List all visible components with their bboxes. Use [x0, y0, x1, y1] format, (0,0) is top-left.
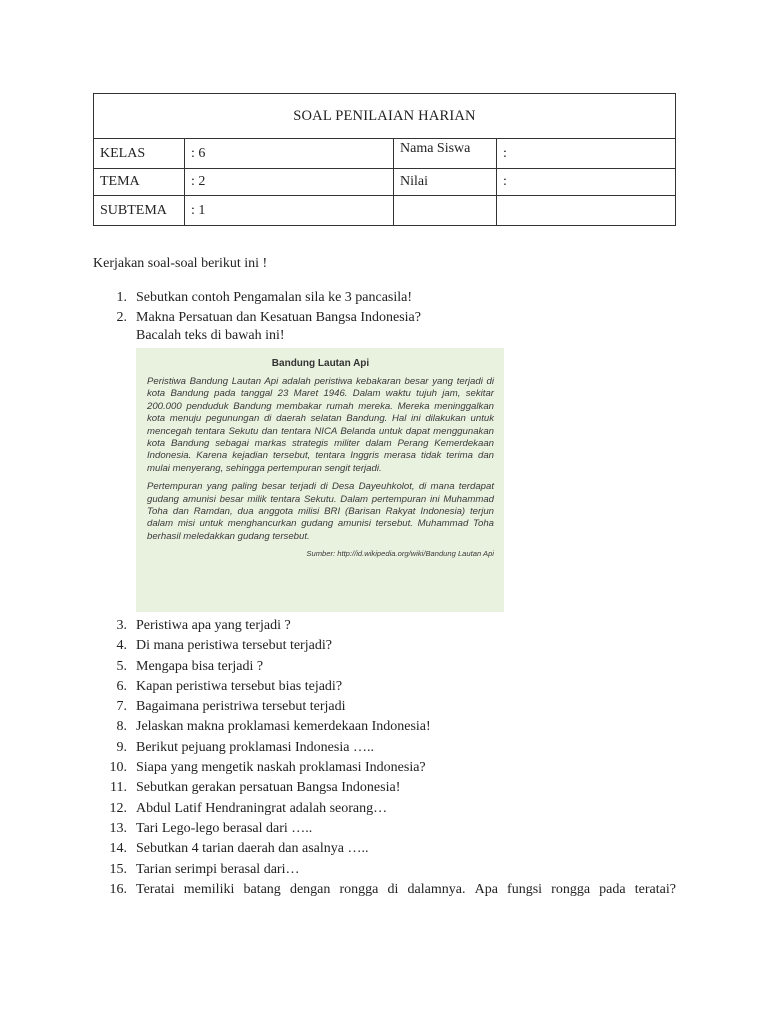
question-text-16 [136, 880, 676, 900]
question-word: memiliki [183, 881, 235, 897]
question-word: dengan [289, 881, 331, 897]
question-text: Sebutkan gerakan persatuan Bangsa Indonesia! [136, 780, 401, 796]
list-item [93, 799, 676, 819]
question-number: 14. [109, 841, 127, 857]
list-item [93, 778, 676, 798]
question-word: Teratai [136, 881, 175, 897]
question-word: di [387, 881, 399, 897]
question-word: Apa [474, 881, 498, 897]
question-text: Siapa yang mengetik naskah proklamasi Indonesia? [136, 760, 426, 776]
subtema-label: SUBTEMA [94, 196, 185, 226]
question-number: 15. [109, 861, 127, 877]
kelas-label: KELAS [94, 139, 185, 169]
tema-value: : 2 [185, 169, 394, 196]
question-number: 1. [116, 290, 127, 305]
list-item [93, 860, 676, 880]
header-table [93, 93, 676, 226]
question-word: batang [243, 881, 281, 897]
read-prompt: Bacalah teks di bawah ini! [136, 328, 285, 343]
question-number: 7. [116, 699, 127, 715]
nilai-field[interactable]: : [497, 169, 676, 196]
question-number: 8. [116, 719, 127, 735]
question-word: teratai? [634, 881, 676, 897]
list-item [93, 717, 676, 737]
nama-siswa-field[interactable]: : [497, 139, 676, 169]
question-word: rongga [339, 881, 379, 897]
instruction-text: Kerjakan soal-soal berikut ini ! [93, 256, 268, 271]
question-text: Sebutkan 4 tarian daerah dan asalnya ….. [136, 841, 369, 857]
reading-paragraph: Pertempuran yang paling besar terjadi di Desa Dayeuhkolot, di mana terdapat gudang amunisi besar milik tentara Sekutu. Dalam pertempuran ini Muhammad Toha dan Ramdan, dua anggota milisi BRI (Barisan Rakyat Indonesia) terjun dalam misi untuk menghancurkan gudang amunisi tersebut. Muhammad Toha berhasil meledakkan gudang tersebut. [147, 481, 494, 542]
nilai-label: Nilai [394, 169, 497, 196]
list-item [93, 839, 676, 859]
question-number: 9. [116, 739, 127, 755]
question-number: 11. [110, 780, 127, 796]
question-word: dalamnya. [407, 881, 466, 897]
list-item [93, 758, 676, 778]
list-item [93, 738, 676, 758]
list-item [93, 636, 676, 656]
question-number: 5. [116, 658, 127, 674]
question-word: rongga [551, 881, 591, 897]
question-number: 3. [116, 618, 127, 633]
question-number: 6. [116, 678, 127, 694]
question-text: Di mana peristiwa tersebut terjadi? [136, 638, 332, 654]
page-title: SOAL PENILAIAN HARIAN [94, 94, 676, 139]
reading-source: Sumber: http://id.wikipedia.org/wiki/Bandung Lautan Api [306, 549, 494, 559]
table-row [94, 169, 676, 196]
question-text: Tari Lego-lego berasal dari ….. [136, 820, 313, 836]
question-text: Mengapa bisa terjadi ? [136, 658, 264, 674]
empty-cell [394, 196, 497, 226]
question-text: Makna Persatuan dan Kesatuan Bangsa Indonesia? [136, 310, 421, 326]
question-text: Kapan peristiwa tersebut bias tejadi? [136, 678, 343, 694]
question-text: Sebutkan contoh Pengamalan sila ke 3 pancasila! [136, 290, 413, 305]
question-number: 13. [109, 820, 127, 836]
table-row [94, 196, 676, 226]
question-text: Abdul Latif Hendraningrat adalah seorang… [136, 800, 388, 816]
question-text: Jelaskan makna proklamasi kemerdekaan Indonesia! [136, 719, 431, 735]
table-row [94, 139, 676, 169]
list-item [93, 819, 676, 839]
kelas-value: : 6 [185, 139, 394, 169]
question-text: Bagaimana peristriwa tersebut terjadi [136, 699, 346, 715]
list-item [93, 677, 676, 697]
reading-passage [136, 348, 504, 612]
question-number: 12. [109, 800, 127, 816]
list-item [93, 697, 676, 717]
subtema-value: : 1 [185, 196, 394, 226]
question-number: 2. [116, 310, 127, 326]
reading-title: Bandung Lautan Api [271, 358, 370, 369]
question-text: Tarian serimpi berasal dari… [136, 861, 300, 877]
question-text: Peristiwa apa yang terjadi ? [136, 618, 291, 633]
list-item [93, 657, 676, 677]
question-word: pada [599, 881, 626, 897]
question-list-top [93, 288, 421, 329]
list-item [93, 308, 421, 328]
question-number: 4. [116, 638, 127, 654]
question-number: 10. [109, 760, 127, 776]
list-item [93, 616, 676, 636]
question-number: 16. [109, 881, 127, 897]
list-item [93, 880, 676, 900]
tema-label: TEMA [94, 169, 185, 196]
nama-siswa-label: Nama Siswa [394, 139, 497, 169]
question-text: Berikut pejuang proklamasi Indonesia ….. [136, 739, 374, 755]
reading-paragraph: Peristiwa Bandung Lautan Api adalah peristiwa kebakaran besar yang terjadi di kota Bandung pada tanggal 23 Maret 1946. Dalam waktu tujuh jam, sekitar 200.000 penduduk Bandung membakar rumah mereka. Mereka meninggalkan kota menuju pegunungan di daerah selatan Bandung. Hal ini dilakukan untuk mencegah tentara Sekutu dan tentara NICA Belanda untuk dapat menggunakan kota Bandung sebagai markas strategis militer dalam Perang Kemerdekaan Indonesia. Karena kejadian tersebut, tentara Inggris merasa tidak terima dan mulai menyerang, sehingga pertempuran sengit terjadi. [147, 376, 494, 474]
question-list-bottom [93, 616, 676, 900]
empty-cell [497, 196, 676, 226]
question-word: fungsi [507, 881, 543, 897]
list-item [93, 288, 421, 308]
